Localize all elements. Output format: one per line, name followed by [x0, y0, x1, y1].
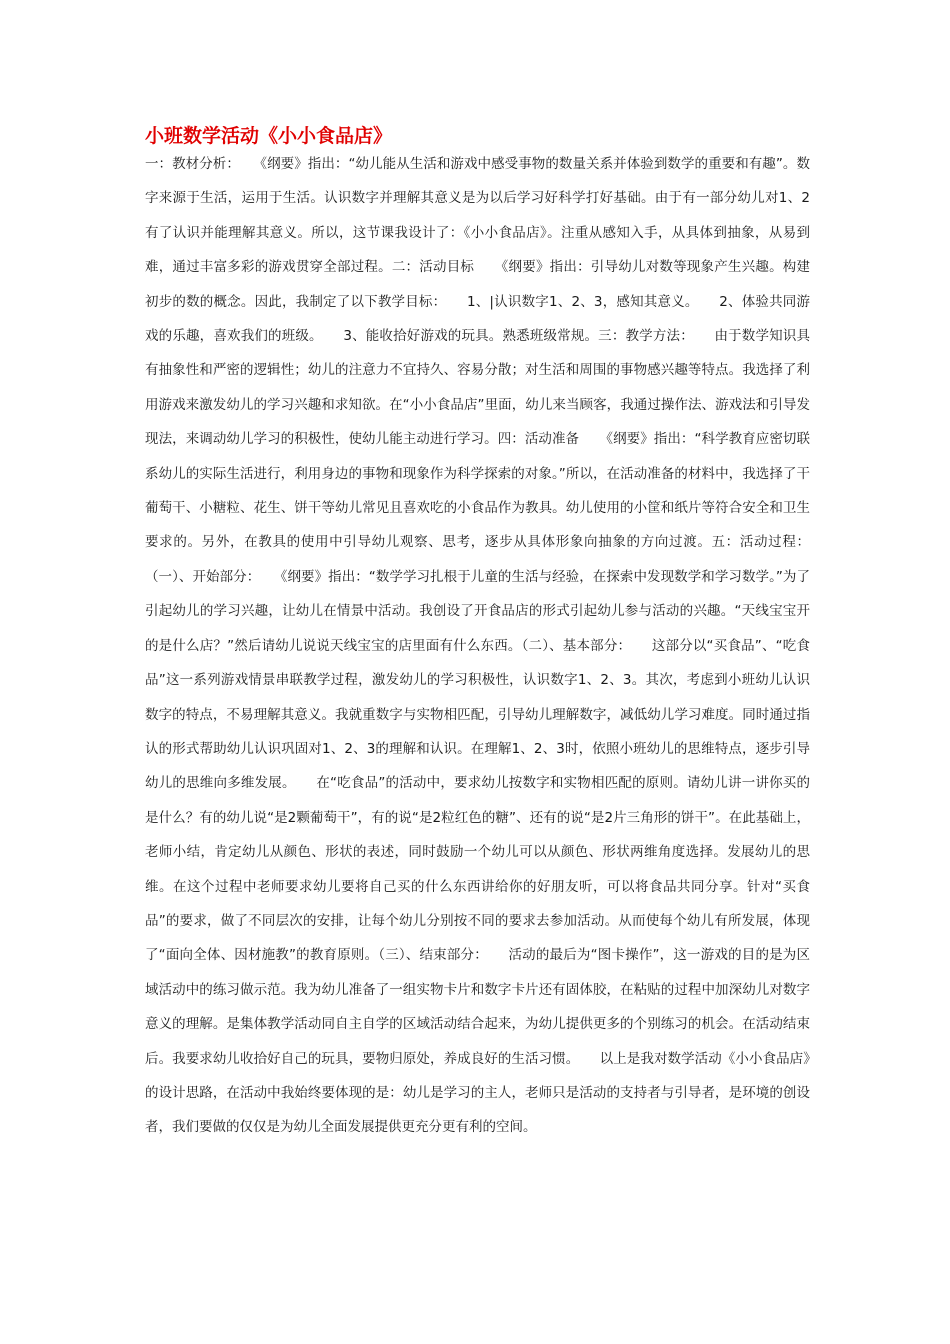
document-title: 小班数学活动《小小食品店》: [145, 125, 393, 147]
document-body-paragraph: 一：教材分析： 《纲要》指出：“幼儿能从生活和游戏中感受事物的数量关系并体验到数学的重要和有趣”。数字来源于生活，运用于生活。认识数字并理解其意义是为以后学习好科学打好基础。由于有一部分幼儿对1、2有了认识并能理解其意义。所以，这节课我设计了：《小小食品店》。注重从感知入手，从具体到抽象，从易到难，通过丰富多彩的游戏贯穿全部过程。二：活动目标 《纲要》指出：引导幼儿对数等现象产生兴趣。构建初步的数的概念。因此，我制定了以下教学目标： 1、|认识数字1、2、3，感知其意义。 2、体验共同游戏的乐趣，喜欢我们的班级。 3、能收拾好游戏的玩具。熟悉班级常规。三：教学方法： 由于数学知识具有抽象性和严密的逻辑性；幼儿的注意力不宜持久、容易分散；对生活和周围的事物感兴趣等特点。我选择了利用游戏来激发幼儿的学习兴趣和求知欲。在“小小食品店”里面，幼儿来当顾客，我通过操作法、游戏法和引导发现法，来调动幼儿学习的积极性，使幼儿能主动进行学习。四：活动准备 《纲要》指出：“科学教育应密切联系幼儿的实际生活进行，利用身边的事物和现象作为科学探索的对象。”所以，在活动准备的材料中，我选择了干葡萄干、小糖粒、花生、饼干等幼儿常见且喜欢吃的小食品作为教具。幼儿使用的小筐和纸片等符合安全和卫生要求的。另外，在教具的使用中引导幼儿观察、思考，逐步从具体形象向抽象的方向过渡。五：活动过程：（一）、开始部分： 《纲要》指出：“数学学习扎根于儿童的生活与经验，在探索中发现数学和学习数学。”为了引起幼儿的学习兴趣，让幼儿在情景中活动。我创设了开食品店的形式引起幼儿参与活动的兴趣。“天线宝宝开的是什么店？”然后请幼儿说说天线宝宝的店里面有什么东西。（二）、基本部分： 这部分以“买食品”、“吃食品”这一系列游戏情景串联教学过程，激发幼儿的学习积极性，认识数字1、2、3。其次，考虑到小班幼儿认识数字的特点，不易理解其意义。我就重数字与实物相匹配，引导幼儿理解数字，减低幼儿学习难度。同时通过指认的形式帮助幼儿认识巩固对1、2、3的理解和认识。在理解1、2、3时，依照小班幼儿的思维特点，逐步引导幼儿的思维向多维发展。 在“吃食品”的活动中，要求幼儿按数字和实物相匹配的原则。请幼儿讲一讲你买的是什么？有的幼儿说“是2颗葡萄干”，有的说“是2粒红色的糖”、还有的说“是2片三角形的饼干”。在此基础上，老师小结，肯定幼儿从颜色、形状的表述，同时鼓励一个幼儿可以从颜色、形状两维角度选择。发展幼儿的思维。在这个过程中老师要求幼儿要将自己买的什么东西讲给你的好朋友听，可以将食品共同分享。针对“买食品”的要求，做了不同层次的安排，让每个幼儿分别按不同的要求去参加活动。从而使每个幼儿有所发展，体现了“面向全体、因材施教”的教育原则。（三）、结束部分： 活动的最后为“图卡操作”，这一游戏的目的是为区域活动中的练习做示范。我为幼儿准备了一组实物卡片和数字卡片还有固体胶，在粘贴的过程中加深幼儿对数字意义的理解。是集体教学活动同自主自学的区域活动结合起来，为幼儿提供更多的个别练习的机会。在活动结束后。我要求幼儿收拾好自己的玩具，要物归原处，养成良好的生活习惯。 以上是我对数学活动《小小食品店》的设计思路，在活动中我始终要体现的是：幼儿是学习的主人，老师只是活动的支持者与引导者，是环境的创设者，我们要做的仅仅是为幼儿全面发展提供更充分更有利的空间。: [145, 156, 810, 1136]
